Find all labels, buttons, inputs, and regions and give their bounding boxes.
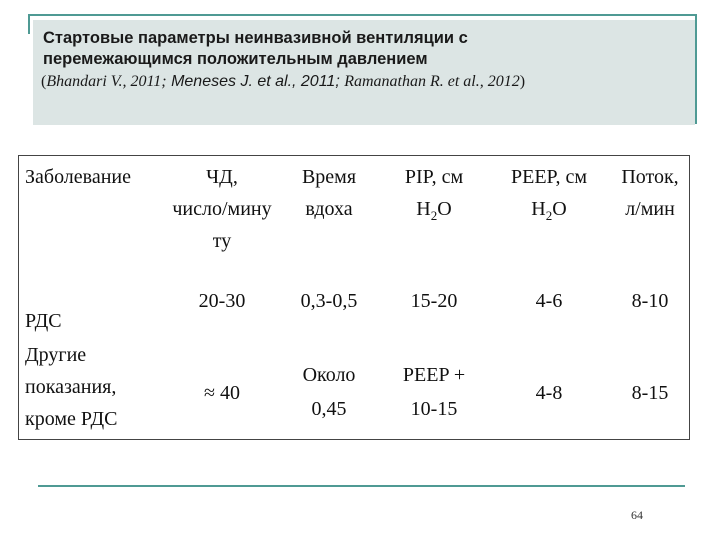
row2-peep: 4-8 — [535, 382, 563, 404]
header-rate-line-3: ту — [212, 230, 232, 252]
row1-time: 0,3-0,5 — [300, 290, 358, 312]
row2-pip-line-1: PEEP + — [402, 364, 466, 386]
row1-disease: РДС — [25, 310, 62, 332]
header-peep-sub: 2 — [545, 208, 553, 223]
header-flow-line-2: л/мин — [625, 198, 675, 220]
decorative-top-line — [28, 14, 678, 16]
header-flow-line-1: Поток, — [621, 166, 679, 188]
row2-pip-line-2: 10-15 — [410, 398, 458, 420]
ventilation-parameters-table — [18, 155, 690, 440]
citation-open: ( — [41, 73, 47, 90]
header-rate-line-1: ЧД, — [206, 166, 238, 188]
header-peep-h: H — [531, 198, 546, 220]
row1-pip: 15-20 — [410, 290, 458, 312]
header-pip-o: O — [437, 198, 452, 220]
header-pip-sub: 2 — [430, 208, 438, 223]
page-number: 64 — [631, 508, 643, 522]
citation-close: ) — [519, 73, 526, 90]
decorative-left-tick — [28, 14, 30, 34]
row1-peep: 4-6 — [535, 290, 563, 312]
row2-disease-line-3: кроме РДС — [25, 408, 118, 430]
row2-flow: 8-15 — [631, 382, 669, 404]
row2-time-line-1: Около — [302, 364, 356, 386]
header-time-line-2: вдоха — [305, 198, 353, 220]
row2-disease-line-1: Другие — [25, 344, 87, 366]
citation-ramanathan: Ramanathan R. et al., 2012 — [344, 73, 520, 90]
title-box — [33, 20, 695, 125]
decorative-right-line — [695, 14, 697, 124]
citation-bhandari: Bhandari V., 2011; — [46, 73, 167, 90]
row1-flow: 8-10 — [631, 290, 669, 312]
header-pip-line-2 — [379, 196, 489, 229]
row1-rate: 20-30 — [198, 290, 246, 312]
header-peep-o: O — [552, 198, 567, 220]
decorative-bottom-line — [38, 485, 685, 487]
header-time-line-1: Время — [301, 166, 357, 188]
row2-time-line-2: 0,45 — [311, 398, 347, 420]
header-pip-line-1: PIP, см — [404, 166, 464, 188]
slide-title-line-2: перемежающимся положительным давлением — [43, 50, 428, 68]
slide-title-line-1: Стартовые параметры неинвазивной вентиляции с — [43, 29, 468, 47]
slide-citation — [41, 73, 525, 91]
row2-disease-line-2: показания, — [25, 376, 117, 398]
header-peep-line-1: PEEP, см — [511, 166, 587, 188]
header-disease: Заболевание — [25, 166, 132, 188]
citation-meneses: Meneses J. et al., 2011; — [166, 73, 345, 90]
row2-rate: ≈ 40 — [204, 382, 240, 404]
header-peep-line-2 — [489, 196, 609, 229]
header-rate-line-2: число/мину — [172, 198, 272, 220]
header-pip-h: H — [416, 198, 431, 220]
